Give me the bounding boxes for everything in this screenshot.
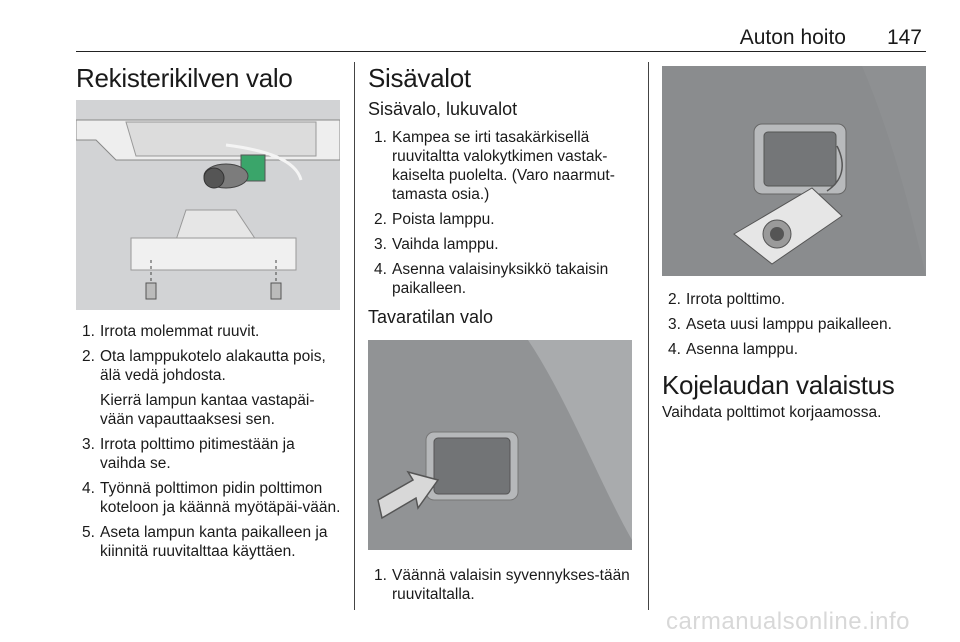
- page-header: [76, 22, 926, 52]
- column-trunk-light-continued: [662, 62, 928, 422]
- heading-dashboard-lighting: Kojelaudan valaistus: [662, 370, 895, 400]
- trunk-light-steps-continued: [662, 290, 928, 359]
- list-item: 5. Aseta lampun kanta paikalleen ja kiinnitä ruuvitalttaa käyttäen.: [82, 524, 328, 560]
- license-plate-steps: [76, 322, 342, 561]
- subheading-trunk-light: Tavaratilan valo: [368, 307, 494, 327]
- interior-light-steps: [368, 128, 634, 298]
- heading-license-plate-light: Rekisterikilven valo: [76, 63, 293, 93]
- page-number: 147: [886, 26, 922, 49]
- list-item: 2. Irrota polttimo.: [668, 291, 786, 308]
- list-item: 1. Kampea se irti tasakärkisellä ruuvitaltta valokytkimen vastak-kaiselta puolelta. (Varo naarmut-tamasta osia.): [374, 129, 615, 203]
- header-rule: [76, 51, 926, 52]
- list-item: 3. Irrota polttimo pitimestään ja vaihda se.: [82, 436, 295, 472]
- list-item: 3. Vaihda lamppu.: [374, 236, 499, 253]
- column-interior-lights: [368, 62, 634, 610]
- subheading-reading-lights: Sisävalo, lukuvalot: [368, 99, 518, 119]
- list-item: 2. Poista lamppu.: [374, 211, 495, 228]
- column-divider: [354, 62, 355, 610]
- list-item: 2. Ota lamppukotelo alakautta pois, älä vedä johdosta. Kierrä lampun kantaa vastapäi-vään vapauttaaksesi sen.: [76, 347, 342, 429]
- dashboard-lighting-text: Vaihdata polttimot korjaamossa.: [662, 404, 882, 421]
- license-plate-light-illustration: [76, 100, 340, 310]
- trunk-light-steps: [368, 566, 634, 604]
- list-item: 4. Asenna valaisinyksikkö takaisin paikalleen.: [374, 261, 609, 297]
- column-divider: [648, 62, 649, 610]
- list-item: 4. Asenna lamppu.: [668, 341, 799, 358]
- list-item: 1. Irrota molemmat ruuvit.: [82, 323, 260, 340]
- trunk-light-lamp-illustration: [662, 66, 926, 276]
- trunk-light-illustration: [368, 340, 632, 550]
- heading-interior-lights: Sisävalot: [368, 63, 471, 93]
- step-note: Kierrä lampun kantaa vastapäi-vään vapauttaaksesi sen.: [100, 392, 315, 428]
- section-title: Auton hoito: [739, 26, 846, 49]
- list-item: 3. Aseta uusi lamppu paikalleen.: [668, 316, 892, 333]
- list-item: 4. Työnnä polttimon pidin polttimon koteloon ja käännä myötäpäi-vään.: [82, 480, 341, 516]
- watermark: carmanualsonline.info: [666, 608, 910, 635]
- list-item: 1. Väännä valaisin syvennykses-tään ruuvitaltalla.: [374, 567, 630, 603]
- column-license-plate-light: [76, 62, 342, 567]
